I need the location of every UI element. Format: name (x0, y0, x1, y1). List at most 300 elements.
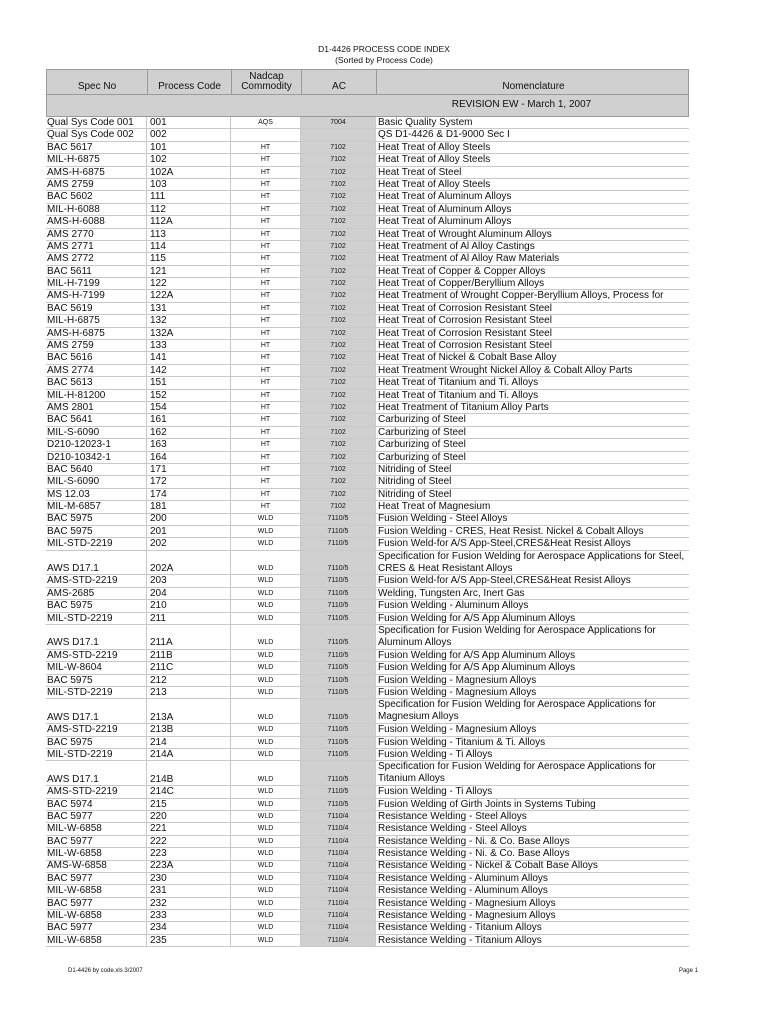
table-row (46, 922, 689, 934)
cell-process-code: 214A (147, 749, 231, 761)
cell-spec-no: AMS-H-7199 (46, 290, 147, 302)
cell-nomenclature: Fusion Welding - Magnesium Alloys (376, 724, 689, 736)
cell-nadcap: HT (231, 142, 301, 154)
header-spec-no: Spec No (47, 70, 148, 94)
cell-nomenclature: Heat Treat of Copper/Beryllium Alloys (376, 278, 689, 290)
cell-nadcap: HT (231, 266, 301, 278)
cell-ac (301, 129, 376, 141)
cell-nadcap: HT (231, 427, 301, 439)
header-ac: AC (302, 70, 377, 94)
cell-ac: 7102 (301, 216, 376, 228)
cell-process-code: 113 (147, 229, 231, 241)
cell-nadcap: HT (231, 452, 301, 464)
cell-ac: 7110/4 (301, 922, 376, 934)
table-row (46, 836, 689, 848)
cell-nadcap: HT (231, 229, 301, 241)
cell-ac: 7110/5 (301, 575, 376, 587)
cell-spec-no: MS 12.03 (46, 489, 147, 501)
cell-spec-no: Qual Sys Code 001 (46, 117, 147, 129)
cell-process-code: 211B (147, 650, 231, 662)
cell-nadcap: WLD (231, 687, 301, 699)
cell-process-code: 200 (147, 514, 231, 526)
cell-spec-no: MIL-STD-2219 (46, 749, 147, 761)
cell-process-code: 111 (147, 191, 231, 203)
cell-spec-no: MIL-W-6858 (46, 823, 147, 835)
cell-spec-no: MIL-W-6858 (46, 885, 147, 897)
table-row (46, 204, 689, 216)
cell-nadcap: WLD (231, 675, 301, 687)
table-row (46, 452, 689, 464)
table-row (46, 352, 689, 364)
cell-spec-no: AMS-STD-2219 (46, 786, 147, 798)
cell-nomenclature: Heat Treat of Nickel & Cobalt Base Alloy (376, 352, 689, 364)
cell-ac: 7110/5 (301, 724, 376, 736)
cell-spec-no: MIL-S-6090 (46, 476, 147, 488)
cell-nomenclature: Fusion Welding - Magnesium Alloys (376, 675, 689, 687)
cell-ac: 7102 (301, 489, 376, 501)
cell-spec-no: D210-12023-1 (46, 439, 147, 451)
cell-spec-no: AMS-2685 (46, 588, 147, 600)
table-row (46, 514, 689, 526)
cell-process-code: 221 (147, 823, 231, 835)
cell-ac: 7110/5 (301, 588, 376, 600)
cell-ac: 7110/5 (301, 799, 376, 811)
cell-nadcap: WLD (231, 737, 301, 749)
table-row (46, 489, 689, 501)
cell-nomenclature: Resistance Welding - Nickel & Cobalt Base Alloys (376, 861, 689, 873)
table-row (46, 588, 689, 600)
cell-spec-no: BAC 5975 (46, 737, 147, 749)
cell-process-code: 213A (147, 699, 231, 724)
cell-process-code: 172 (147, 476, 231, 488)
cell-process-code: 214C (147, 786, 231, 798)
cell-ac: 7102 (301, 414, 376, 426)
cell-process-code: 202 (147, 538, 231, 550)
cell-ac: 7110/5 (301, 786, 376, 798)
cell-spec-no: AMS 2774 (46, 365, 147, 377)
cell-ac: 7102 (301, 229, 376, 241)
table-row (46, 303, 689, 315)
table-row (46, 575, 689, 587)
table-row (46, 861, 689, 873)
table-row (46, 724, 689, 736)
cell-spec-no: MIL-H-81200 (46, 390, 147, 402)
cell-spec-no: BAC 5974 (46, 799, 147, 811)
cell-nomenclature: Carburizing of Steel (376, 439, 689, 451)
cell-ac: 7110/5 (301, 625, 376, 650)
cell-nadcap: HT (231, 414, 301, 426)
cell-spec-no: AMS-STD-2219 (46, 575, 147, 587)
cell-nadcap: WLD (231, 922, 301, 934)
cell-process-code: 154 (147, 402, 231, 414)
cell-nomenclature: Specification for Fusion Welding for Aerospace Applications for Steel, CRES & Heat Resistant Alloys (376, 551, 689, 576)
cell-nadcap: HT (231, 253, 301, 265)
cell-spec-no: BAC 5616 (46, 352, 147, 364)
cell-nomenclature: Heat Treatment of Wrought Copper-Beryllium Alloys, Process for (376, 290, 689, 302)
cell-nomenclature: Fusion Welding of Girth Joints in Systems Tubing (376, 799, 689, 811)
cell-spec-no: AMS 2759 (46, 340, 147, 352)
cell-ac: 7102 (301, 266, 376, 278)
cell-process-code: 163 (147, 439, 231, 451)
cell-process-code: 152 (147, 390, 231, 402)
cell-process-code: 102A (147, 167, 231, 179)
cell-process-code: 213B (147, 724, 231, 736)
cell-nadcap: WLD (231, 526, 301, 538)
cell-spec-no: MIL-S-6090 (46, 427, 147, 439)
cell-ac: 7110/5 (301, 514, 376, 526)
cell-spec-no: AWS D17.1 (46, 699, 147, 724)
table-row (46, 129, 689, 141)
cell-nomenclature: Heat Treat of Titanium and Ti. Alloys (376, 377, 689, 389)
cell-nadcap: WLD (231, 662, 301, 674)
table-row (46, 898, 689, 910)
header-nadcap-commodity: Nadcap Commodity (232, 70, 302, 94)
cell-nomenclature: Heat Treatment Wrought Nickel Alloy & Cobalt Alloy Parts (376, 365, 689, 377)
table-row (46, 749, 689, 761)
cell-process-code: 133 (147, 340, 231, 352)
cell-nomenclature: Heat Treatment of Al Alloy Castings (376, 241, 689, 253)
cell-nadcap: HT (231, 439, 301, 451)
cell-process-code: 101 (147, 142, 231, 154)
revision-text: REVISION EW - March 1, 2007 (451, 99, 592, 110)
cell-nadcap: WLD (231, 811, 301, 823)
cell-nadcap: WLD (231, 823, 301, 835)
cell-ac: 7110/4 (301, 861, 376, 873)
cell-nadcap: WLD (231, 935, 301, 947)
cell-nomenclature: Heat Treat of Corrosion Resistant Steel (376, 303, 689, 315)
table-row (46, 340, 689, 352)
table-row (46, 650, 689, 662)
cell-nomenclature: Fusion Welding - Ti Alloys (376, 786, 689, 798)
title-line-1: D1-4426 PROCESS CODE INDEX (318, 44, 450, 54)
cell-ac: 7110/5 (301, 551, 376, 576)
cell-nomenclature: Specification for Fusion Welding for Aerospace Applications for Aluminum Alloys (376, 625, 689, 650)
cell-ac: 7110/5 (301, 761, 376, 786)
cell-process-code: 201 (147, 526, 231, 538)
cell-nadcap: HT (231, 278, 301, 290)
cell-nadcap: HT (231, 489, 301, 501)
cell-ac: 7102 (301, 365, 376, 377)
cell-spec-no: AMS 2771 (46, 241, 147, 253)
cell-process-code: 212 (147, 675, 231, 687)
cell-nadcap: HT (231, 340, 301, 352)
cell-process-code: 102 (147, 154, 231, 166)
cell-ac: 7110/5 (301, 613, 376, 625)
header-process-code: Process Code (148, 70, 232, 94)
cell-process-code: 210 (147, 600, 231, 612)
cell-spec-no: MIL-W-6858 (46, 910, 147, 922)
cell-process-code: 222 (147, 836, 231, 848)
cell-nadcap: WLD (231, 885, 301, 897)
cell-nomenclature: Fusion Welding - Steel Alloys (376, 514, 689, 526)
table-row (46, 811, 689, 823)
cell-nomenclature: Heat Treat of Steel (376, 167, 689, 179)
table-row (46, 241, 689, 253)
cell-nomenclature: Specification for Fusion Welding for Aerospace Applications for Titanium Alloys (376, 761, 689, 786)
cell-nadcap: WLD (231, 799, 301, 811)
cell-nomenclature: Fusion Weld-for A/S App-Steel,CRES&Heat Resist Alloys (376, 575, 689, 587)
cell-nadcap: HT (231, 402, 301, 414)
cell-nomenclature: Fusion Welding - Ti Alloys (376, 749, 689, 761)
cell-nomenclature: Heat Treat of Aluminum Alloys (376, 216, 689, 228)
cell-ac: 7110/4 (301, 873, 376, 885)
table-row (46, 799, 689, 811)
cell-ac: 7102 (301, 340, 376, 352)
cell-ac: 7110/4 (301, 910, 376, 922)
cell-ac: 7110/4 (301, 935, 376, 947)
cell-nadcap: WLD (231, 848, 301, 860)
cell-ac: 7102 (301, 179, 376, 191)
cell-nomenclature: Resistance Welding - Aluminum Alloys (376, 873, 689, 885)
cell-nadcap: WLD (231, 910, 301, 922)
table-row (46, 142, 689, 154)
cell-ac: 7102 (301, 464, 376, 476)
cell-nadcap: HT (231, 154, 301, 166)
cell-process-code: 220 (147, 811, 231, 823)
cell-ac: 7102 (301, 390, 376, 402)
cell-ac: 7102 (301, 328, 376, 340)
table-row (46, 761, 689, 786)
cell-nadcap: WLD (231, 538, 301, 550)
cell-spec-no: MIL-STD-2219 (46, 687, 147, 699)
header-nomenclature: Nomenclature (502, 81, 565, 92)
cell-spec-no: BAC 5977 (46, 836, 147, 848)
cell-nadcap: WLD (231, 861, 301, 873)
table-row (46, 625, 689, 650)
cell-nomenclature: Fusion Welding - Titanium & Ti. Alloys (376, 737, 689, 749)
cell-nadcap: WLD (231, 724, 301, 736)
cell-ac: 7102 (301, 476, 376, 488)
cell-process-code: 235 (147, 935, 231, 947)
cell-ac: 7102 (301, 142, 376, 154)
cell-ac: 7102 (301, 501, 376, 513)
table-row (46, 154, 689, 166)
cell-nomenclature: Heat Treatment of Titanium Alloy Parts (376, 402, 689, 414)
table-row (46, 737, 689, 749)
cell-ac: 7110/5 (301, 737, 376, 749)
cell-nomenclature: Carburizing of Steel (376, 414, 689, 426)
process-code-table (46, 69, 689, 947)
cell-nadcap: HT (231, 191, 301, 203)
cell-nadcap: WLD (231, 613, 301, 625)
cell-spec-no: MIL-H-7199 (46, 278, 147, 290)
cell-spec-no: AMS 2801 (46, 402, 147, 414)
cell-nadcap: WLD (231, 873, 301, 885)
table-row (46, 179, 689, 191)
cell-nomenclature: Heat Treat of Magnesium (376, 501, 689, 513)
cell-ac: 7110/5 (301, 538, 376, 550)
table-row (46, 117, 689, 129)
cell-nomenclature: Heat Treat of Corrosion Resistant Steel (376, 328, 689, 340)
cell-process-code: 232 (147, 898, 231, 910)
cell-ac: 7102 (301, 452, 376, 464)
cell-ac: 7102 (301, 427, 376, 439)
cell-process-code: 114 (147, 241, 231, 253)
cell-nadcap: HT (231, 167, 301, 179)
cell-spec-no: MIL-H-6875 (46, 315, 147, 327)
table-row (46, 551, 689, 576)
table-row (46, 675, 689, 687)
cell-nomenclature: Specification for Fusion Welding for Aerospace Applications for Magnesium Alloys (376, 699, 689, 724)
cell-ac: 7110/5 (301, 749, 376, 761)
cell-nomenclature: Heat Treatment of Al Alloy Raw Materials (376, 253, 689, 265)
cell-process-code: 174 (147, 489, 231, 501)
cell-nomenclature: Nitriding of Steel (376, 464, 689, 476)
cell-process-code: 211A (147, 625, 231, 650)
table-row (46, 427, 689, 439)
cell-nadcap: HT (231, 476, 301, 488)
cell-ac: 7102 (301, 290, 376, 302)
footer-page: Page 1 (678, 968, 698, 974)
cell-process-code: 214B (147, 761, 231, 786)
cell-ac: 7110/4 (301, 848, 376, 860)
table-row (46, 613, 689, 625)
cell-nomenclature: Basic Quality System (376, 117, 689, 129)
cell-ac: 7102 (301, 154, 376, 166)
cell-spec-no: D210-10342-1 (46, 452, 147, 464)
cell-nadcap: HT (231, 204, 301, 216)
cell-nomenclature: Resistance Welding - Titanium Alloys (376, 935, 689, 947)
cell-spec-no: AMS-H-6875 (46, 328, 147, 340)
cell-spec-no: BAC 5641 (46, 414, 147, 426)
table-row (46, 935, 689, 947)
cell-nadcap: HT (231, 216, 301, 228)
cell-ac: 7110/4 (301, 836, 376, 848)
cell-ac: 7110/4 (301, 898, 376, 910)
cell-nomenclature: Carburizing of Steel (376, 452, 689, 464)
cell-process-code: 230 (147, 873, 231, 885)
table-header (46, 69, 689, 95)
cell-spec-no: AWS D17.1 (46, 761, 147, 786)
cell-nomenclature: Resistance Welding - Ni. & Co. Base Alloys (376, 836, 689, 848)
cell-process-code: 122A (147, 290, 231, 302)
title-line-2: (Sorted by Process Code) (335, 55, 433, 65)
cell-process-code: 141 (147, 352, 231, 364)
cell-spec-no: AMS-W-6858 (46, 861, 147, 873)
table-row (46, 662, 689, 674)
cell-nomenclature: Heat Treat of Alloy Steels (376, 142, 689, 154)
cell-nomenclature: Heat Treat of Titanium and Ti. Alloys (376, 390, 689, 402)
cell-spec-no: BAC 5975 (46, 514, 147, 526)
cell-spec-no: MIL-W-6858 (46, 935, 147, 947)
cell-process-code: 231 (147, 885, 231, 897)
cell-nadcap: HT (231, 377, 301, 389)
table-row (46, 315, 689, 327)
cell-spec-no: BAC 5977 (46, 873, 147, 885)
cell-nomenclature: Resistance Welding - Steel Alloys (376, 823, 689, 835)
cell-ac: 7102 (301, 377, 376, 389)
cell-process-code: 204 (147, 588, 231, 600)
cell-process-code: 233 (147, 910, 231, 922)
cell-nomenclature: Resistance Welding - Magnesium Alloys (376, 898, 689, 910)
cell-ac: 7110/5 (301, 675, 376, 687)
cell-spec-no: BAC 5977 (46, 898, 147, 910)
cell-spec-no: MIL-STD-2219 (46, 538, 147, 550)
cell-nomenclature: Fusion Welding for A/S App Aluminum Alloys (376, 613, 689, 625)
cell-ac: 7110/5 (301, 662, 376, 674)
cell-nomenclature: Fusion Welding - Aluminum Alloys (376, 600, 689, 612)
cell-nadcap: HT (231, 290, 301, 302)
cell-process-code: 132A (147, 328, 231, 340)
cell-ac: 7110/5 (301, 526, 376, 538)
cell-ac: 7110/4 (301, 823, 376, 835)
cell-spec-no: BAC 5640 (46, 464, 147, 476)
cell-ac: 7102 (301, 439, 376, 451)
cell-spec-no: MIL-H-6875 (46, 154, 147, 166)
cell-process-code: 001 (147, 117, 231, 129)
cell-ac: 7102 (301, 253, 376, 265)
cell-process-code: 121 (147, 266, 231, 278)
footer-file: D1-4426 by code.xls 3/2007 (68, 968, 143, 974)
cell-ac: 7110/4 (301, 885, 376, 897)
cell-nomenclature: Fusion Weld-for A/S App-Steel,CRES&Heat Resist Alloys (376, 538, 689, 550)
cell-spec-no: BAC 5975 (46, 675, 147, 687)
cell-ac: 7110/5 (301, 600, 376, 612)
cell-spec-no: AMS-STD-2219 (46, 650, 147, 662)
cell-process-code: 142 (147, 365, 231, 377)
cell-nadcap: WLD (231, 551, 301, 576)
cell-process-code: 234 (147, 922, 231, 934)
cell-nomenclature: Fusion Welding for A/S App Aluminum Alloys (376, 650, 689, 662)
cell-nadcap: HT (231, 241, 301, 253)
table-row (46, 253, 689, 265)
cell-spec-no: MIL-M-6857 (46, 501, 147, 513)
cell-spec-no: BAC 5975 (46, 600, 147, 612)
cell-spec-no: BAC 5602 (46, 191, 147, 203)
cell-spec-no: BAC 5617 (46, 142, 147, 154)
cell-ac: 7110/5 (301, 699, 376, 724)
cell-nadcap: WLD (231, 836, 301, 848)
cell-spec-no: AMS-H-6088 (46, 216, 147, 228)
cell-nomenclature: Resistance Welding - Titanium Alloys (376, 922, 689, 934)
cell-nadcap: WLD (231, 514, 301, 526)
table-row (46, 229, 689, 241)
cell-process-code: 131 (147, 303, 231, 315)
table-row (46, 885, 689, 897)
cell-ac: 7004 (301, 117, 376, 129)
cell-nomenclature: Fusion Welding for A/S App Aluminum Alloys (376, 662, 689, 674)
table-row (46, 526, 689, 538)
cell-spec-no: BAC 5977 (46, 811, 147, 823)
cell-spec-no: AMS-H-6875 (46, 167, 147, 179)
cell-spec-no: BAC 5611 (46, 266, 147, 278)
table-row (46, 476, 689, 488)
cell-spec-no: BAC 5977 (46, 922, 147, 934)
cell-nomenclature: Resistance Welding - Ni. & Co. Base Alloys (376, 848, 689, 860)
cell-spec-no: BAC 5619 (46, 303, 147, 315)
cell-process-code: 223A (147, 861, 231, 873)
cell-nadcap: HT (231, 303, 301, 315)
cell-process-code: 203 (147, 575, 231, 587)
cell-process-code: 223 (147, 848, 231, 860)
cell-spec-no: BAC 5975 (46, 526, 147, 538)
cell-nadcap: WLD (231, 600, 301, 612)
cell-process-code: 112A (147, 216, 231, 228)
cell-nadcap: HT (231, 464, 301, 476)
cell-nadcap: AQS (231, 117, 301, 129)
cell-nadcap: WLD (231, 650, 301, 662)
cell-nadcap: HT (231, 365, 301, 377)
table-row (46, 464, 689, 476)
cell-spec-no: AMS 2759 (46, 179, 147, 191)
table-row (46, 823, 689, 835)
cell-process-code: 161 (147, 414, 231, 426)
cell-process-code: 162 (147, 427, 231, 439)
table-body (46, 117, 689, 947)
cell-ac: 7102 (301, 191, 376, 203)
cell-process-code: 002 (147, 129, 231, 141)
cell-nomenclature: Heat Treat of Copper & Copper Alloys (376, 266, 689, 278)
